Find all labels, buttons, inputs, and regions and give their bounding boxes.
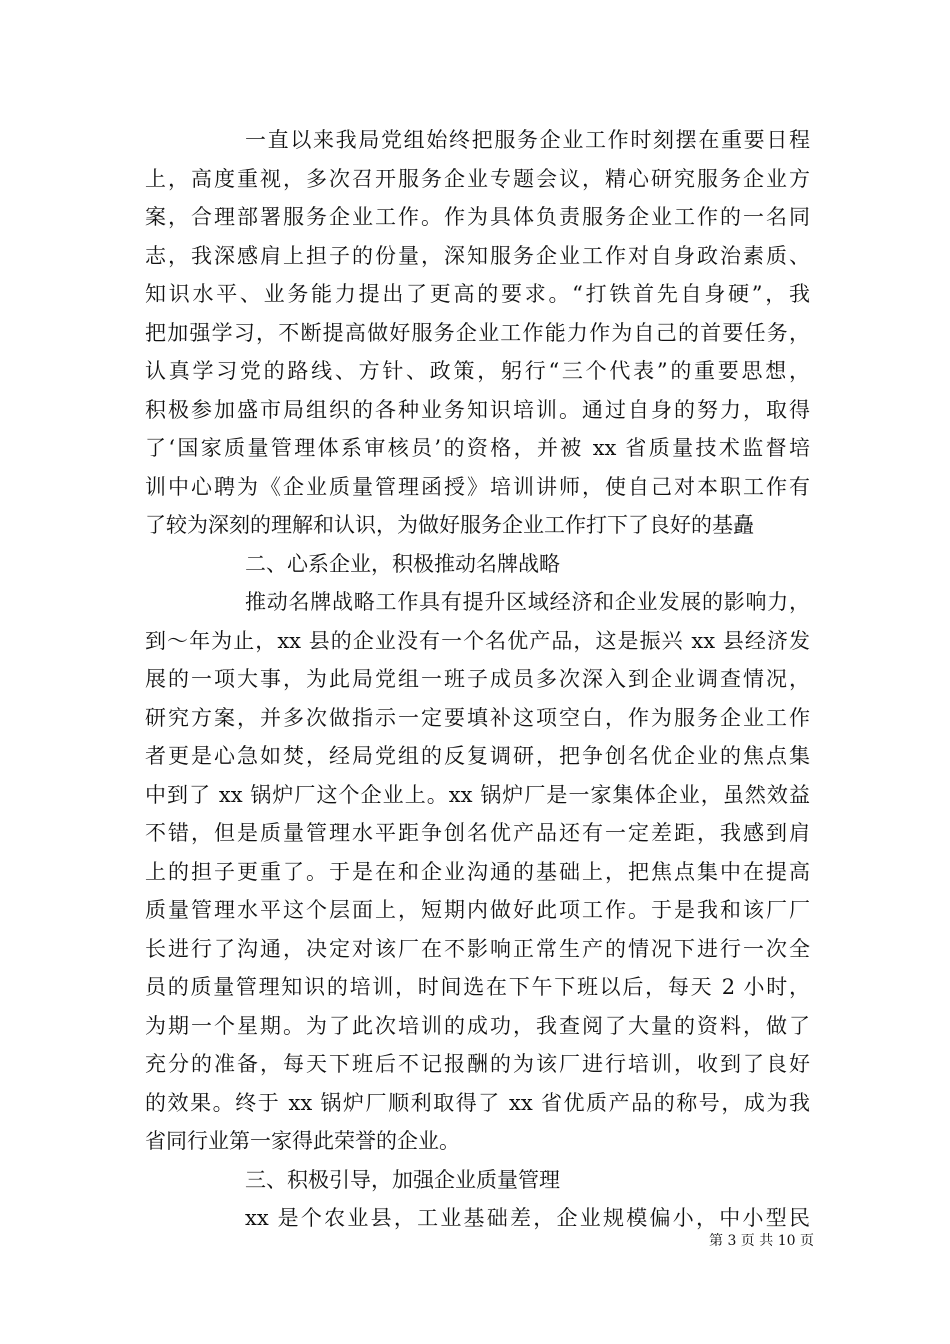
body-text-line: 到～年为止，xx 县的企业没有一个名优产品，这是振兴 xx 县经济发 (145, 629, 810, 653)
body-text-line: 省同行业第一家得此荣誉的企业。 (145, 1129, 460, 1153)
body-text-line: 展的一项大事，为此局党组一班子成员多次深入到企业调查情况， (145, 667, 810, 691)
body-text-line: 一直以来我局党组始终把服务企业工作时刻摆在重要日程 (245, 128, 810, 152)
body-text-line: 推动名牌战略工作具有提升区域经济和企业发展的影响力， (245, 590, 810, 614)
body-text-line: 质量管理水平这个层面上，短期内做好此项工作。于是我和该厂厂 (145, 898, 810, 922)
page-number: 第 3 页 共 10 页 (709, 1233, 814, 1249)
body-text-line: 认真学习党的路线、方针、政策，躬行“三个代表”的重要思想， (145, 359, 810, 383)
body-text-line: 上，高度重视，多次召开服务企业专题会议，精心研究服务企业方 (145, 167, 810, 191)
body-text-line: xx 是个农业县，工业基础差，企业规模偏小，中小型民 (245, 1206, 810, 1230)
body-text-line: 研究方案，并多次做指示一定要填补这项空白，作为服务企业工作 (145, 706, 810, 730)
body-text-line: 积极参加盛市局组织的各种业务知识培训。通过自身的努力，取得 (145, 398, 810, 422)
body-text-line: 者更是心急如焚，经局党组的反复调研，把争创名优企业的焦点集 (145, 744, 810, 768)
body-text-line: 中到了 xx 锅炉厂这个企业上。xx 锅炉厂是一家集体企业，虽然效益 (145, 783, 810, 807)
body-text-line: 不错，但是质量管理水平距争创名优产品还有一定差距，我感到肩 (145, 821, 810, 845)
body-text-line: 为期一个星期。为了此次培训的成功，我查阅了大量的资料，做了 (145, 1014, 810, 1038)
section-heading: 三、积极引导，加强企业质量管理 (245, 1168, 560, 1192)
body-text-line: 员的质量管理知识的培训，时间选在下午下班以后，每天 2 小时， (145, 975, 810, 999)
body-text-line: 长进行了沟通，决定对该厂在不影响正常生产的情况下进行一次全 (145, 937, 810, 961)
body-text-line: 知识水平、业务能力提出了更高的要求。“打铁首先自身硬”，我 (145, 282, 810, 306)
body-text-line: 训中心聘为《企业质量管理函授》培训讲师，使自己对本职工作有 (145, 475, 810, 499)
body-text-line: 了‘国家质量管理体系审核员’的资格，并被 xx 省质量技术监督培 (145, 436, 810, 460)
body-text-line: 案，合理部署服务企业工作。作为具体负责服务企业工作的一名同 (145, 205, 810, 229)
body-text-line: 的效果。终于 xx 锅炉厂顺利取得了 xx 省优质产品的称号，成为我 (145, 1091, 810, 1115)
body-text-line: 了较为深刻的理解和认识，为做好服务企业工作打下了良好的基矗 (145, 513, 754, 537)
body-text-line: 充分的准备，每天下班后不记报酬的为该厂进行培训，收到了良好 (145, 1052, 810, 1076)
body-text-line: 上的担子更重了。于是在和企业沟通的基础上，把焦点集中在提高 (145, 860, 810, 884)
body-text-line: 把加强学习，不断提高做好服务企业工作能力作为自己的首要任务， (145, 321, 810, 345)
body-text-line: 志，我深感肩上担子的份量，深知服务企业工作对自身政治素质、 (145, 244, 810, 268)
section-heading: 二、心系企业，积极推动名牌战略 (245, 552, 560, 576)
